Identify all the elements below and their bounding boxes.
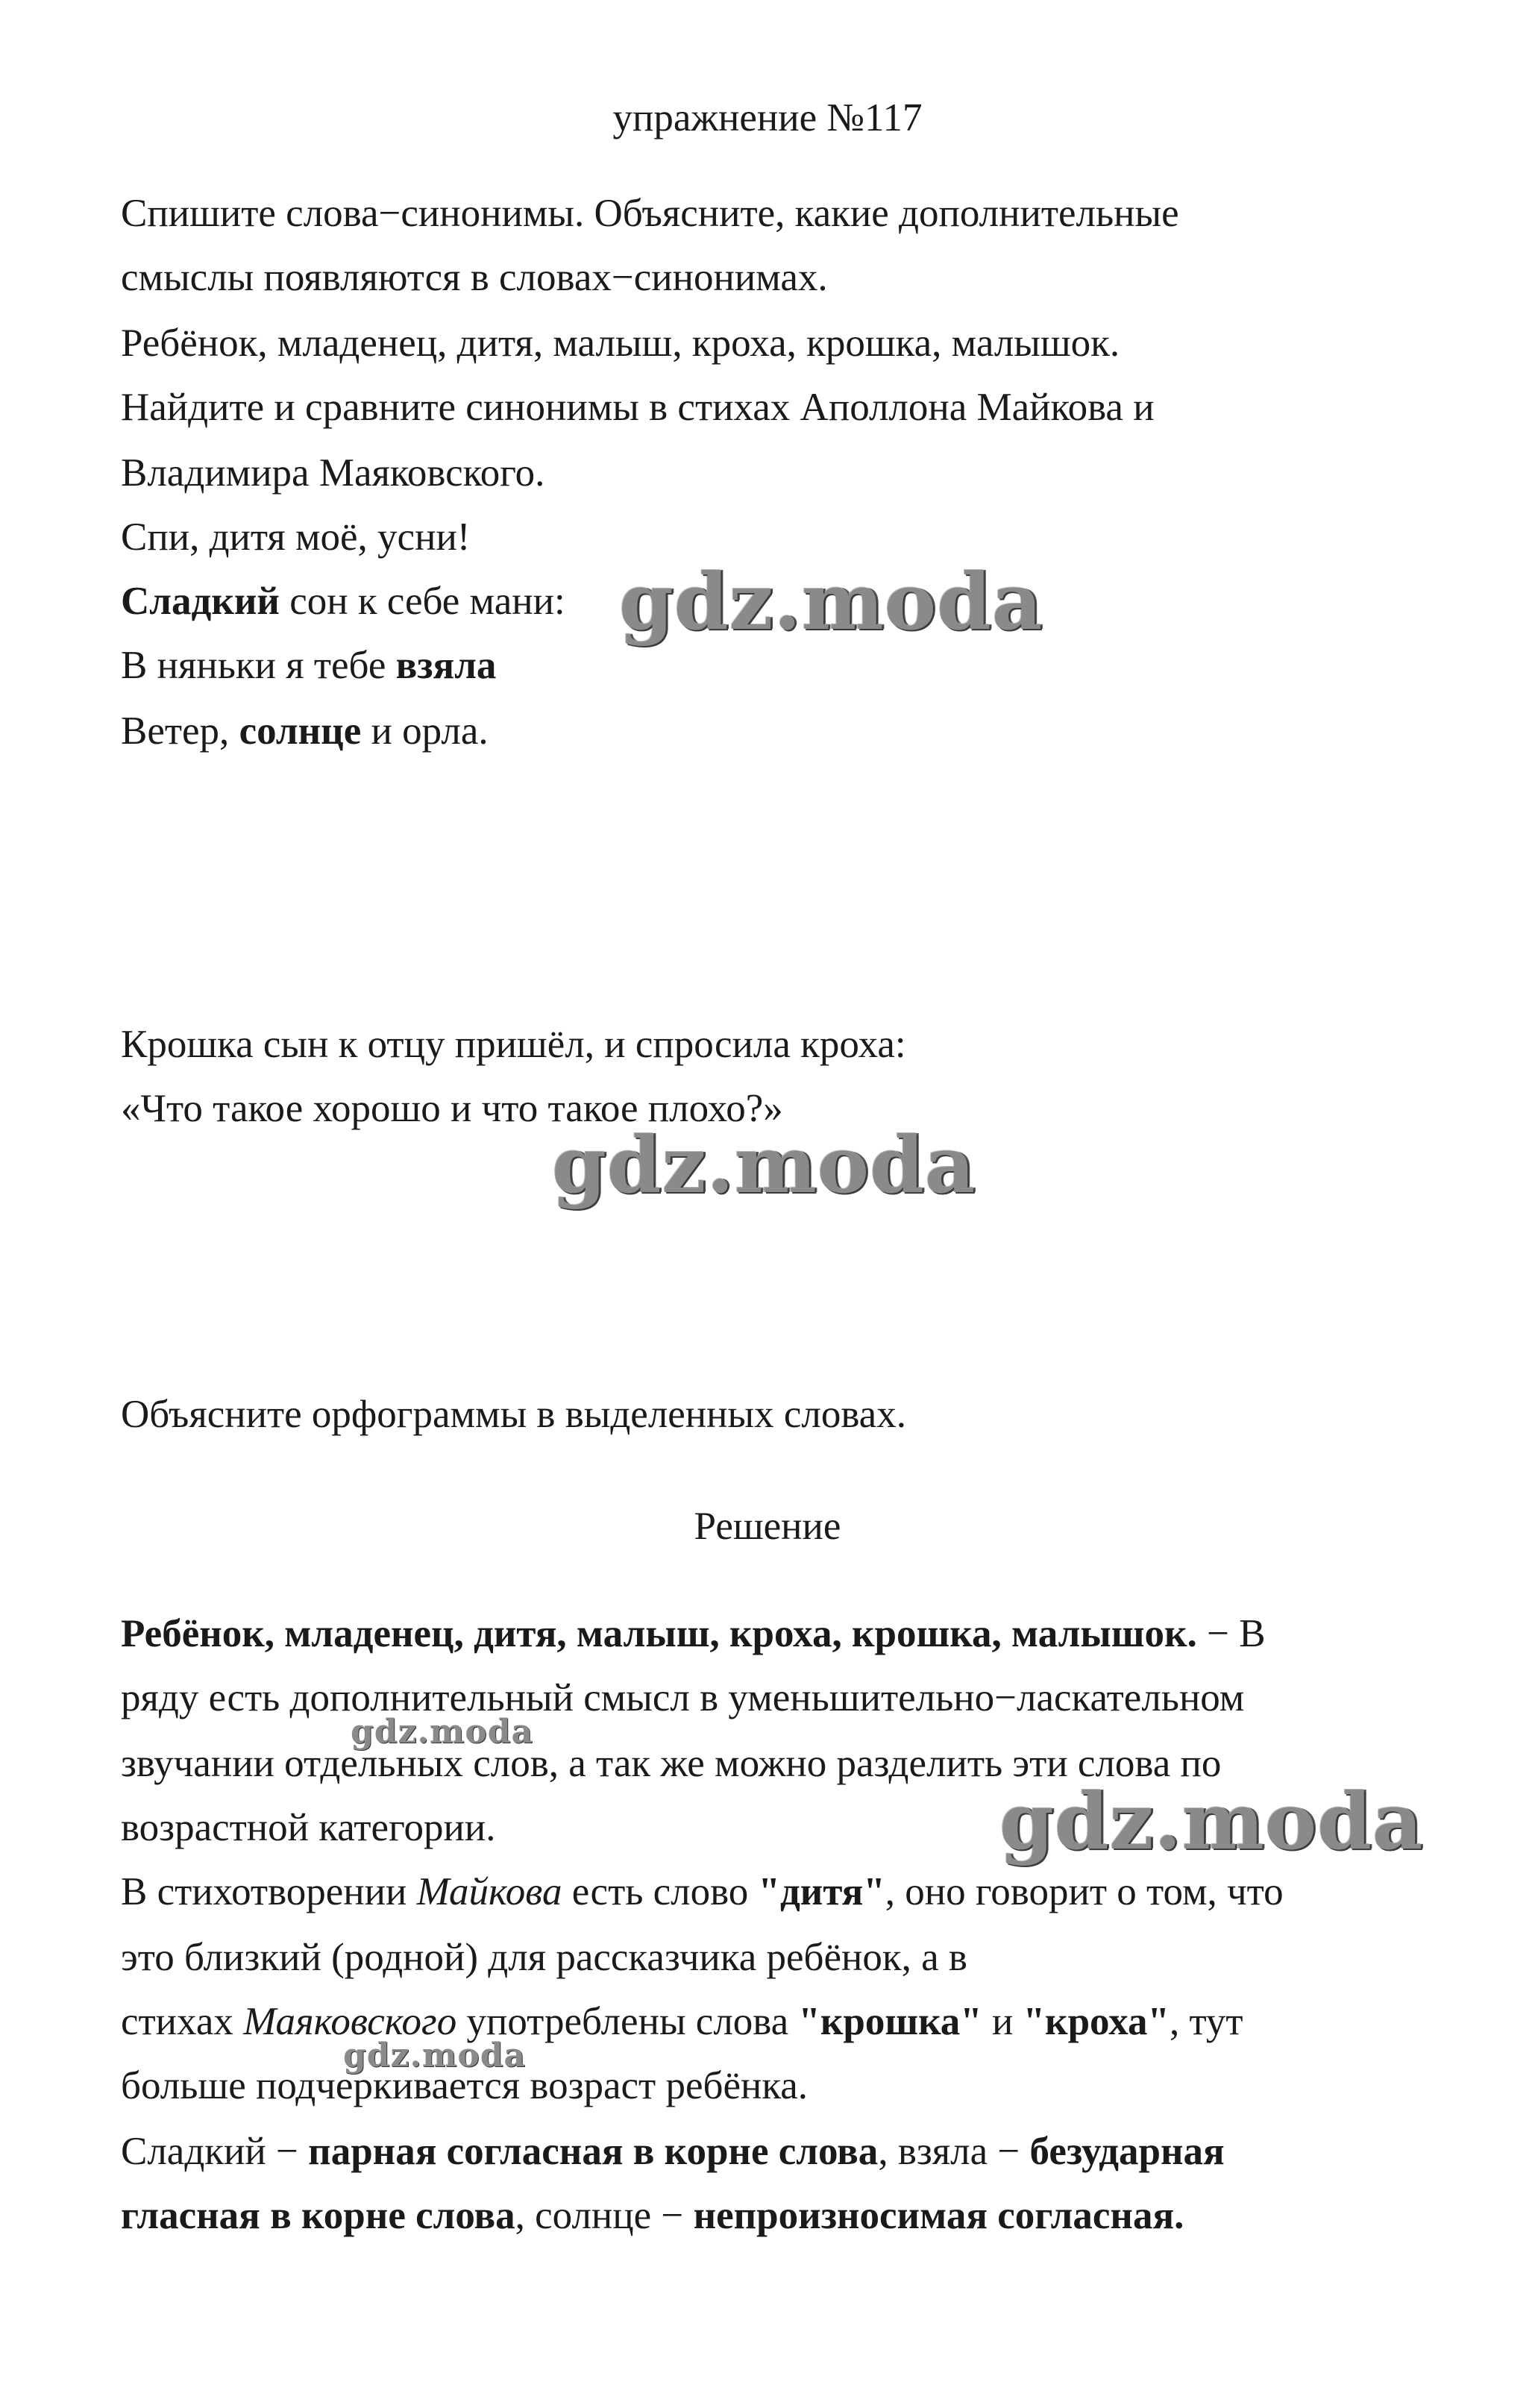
task-line: Объясните орфограммы в выделенных словах.: [121, 1393, 906, 1436]
watermark: gdz.moda: [552, 1119, 976, 1211]
watermark: gdz.moda: [351, 1713, 534, 1751]
poem-line: «Что такое хорошо и что такое плохо?»: [121, 1087, 783, 1130]
task-line: Владимира Маяковского.: [121, 451, 545, 495]
task-line: Найдите и сравните синонимы в стихах Аполлона Майкова и: [121, 386, 1155, 429]
solution-line: ряду есть дополнительный смысл в уменьшительно−ласкательном: [121, 1676, 1245, 1719]
poem-line: В няньки я тебе взяла: [121, 644, 497, 687]
poem-line: Сладкий сон к себе мани:: [121, 580, 565, 623]
solution-line: Ребёнок, младенец, дитя, малыш, кроха, крошка, малышок. − В: [121, 1612, 1266, 1655]
page-title: упражнение №117: [612, 96, 923, 139]
poem-line: Ветер, солнце и орла.: [121, 709, 489, 753]
solution-line: больше подчеркивается возраст ребёнка.: [121, 2064, 809, 2107]
poem-line: Спи, дитя моё, усни!: [121, 515, 471, 559]
watermark: gdz.moda: [343, 2037, 527, 2075]
solution-line: это близкий (родной) для рассказчика ребёнок, а в: [121, 1936, 967, 1979]
watermark: gdz.moda: [619, 556, 1043, 648]
solution-line: возрастной категории.: [121, 1806, 496, 1849]
solution-line: Сладкий − парная согласная в корне слова, взяла − безударная: [121, 2130, 1225, 2173]
solution-heading: Решение: [694, 1505, 841, 1548]
solution-line: звучании отдельных слов, а так же можно разделить эти слова по: [121, 1742, 1222, 1785]
solution-line: гласная в корне слова, солнце − непроизносимая согласная.: [121, 2194, 1184, 2237]
task-line: смыслы появляются в словах−синонимах.: [121, 256, 828, 299]
task-line: Спишите слова−синонимы. Объясните, какие дополнительные: [121, 192, 1179, 235]
solution-line: стихах Маяковского употреблены слова "крошка" и "кроха", тут: [121, 2000, 1243, 2043]
watermark: gdz.moda: [999, 1775, 1424, 1867]
poem-line: Крошка сын к отцу пришёл, и спросила кроха:: [121, 1023, 906, 1066]
synonym-list: Ребёнок, младенец, дитя, малыш, кроха, крошка, малышок.: [121, 322, 1120, 365]
solution-line: В стихотворении Майкова есть слово "дитя", оно говорит о том, что: [121, 1870, 1284, 1913]
